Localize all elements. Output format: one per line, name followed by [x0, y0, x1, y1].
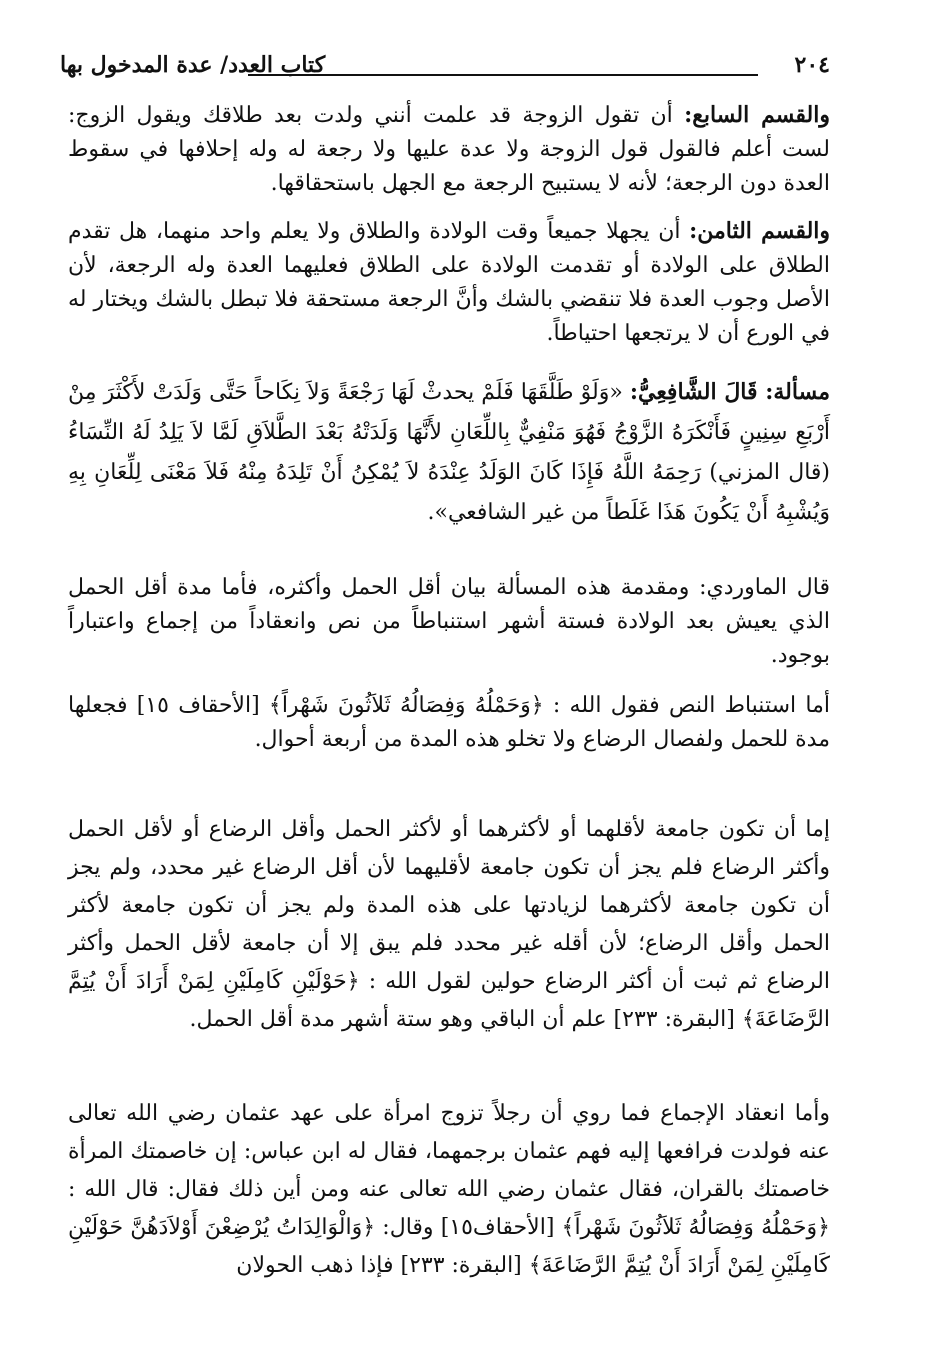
paragraph-consensus — [68, 1094, 830, 1285]
paragraph-section-eight — [68, 214, 830, 351]
paragraph-text: أن تقول الزوجة قد علمت أنني ولدت بعد طلاقك ويقول الزوج: لست أعلم فالقول قول الزوجة ولا عدة عليها ولا رجعة له وله إحلافها في سقوط العدة دون الرجعة؛ لأنه لا يستبيح الرجعة مع الجهل باستحقاقها. — [68, 103, 830, 196]
paragraph-lead: مسألة: قَالَ الشَّافِعِيُّ: — [629, 379, 830, 405]
paragraph-four-cases — [68, 810, 830, 1039]
paragraph-issue-shafii — [68, 372, 830, 533]
paragraph-section-seven — [68, 98, 830, 201]
page-number: ٢٠٤ — [794, 52, 830, 78]
paragraph-text: إما أن تكون جامعة لأقلهما أو لأكثرهما أو لأكثر الحمل وأقل الرضاع أو لأقل الحمل وأكثر الرضاع فلم يجز أن تكون جامعة لأقليهما لأن أقل الرضاع غير محدد، ولم يجز أن تكون جامعة لأكثرهما لزيادتها على هذه المدة ولم يجز أن تكون جامعة لأكثر الحمل وأقل الرضاع؛ لأن أقله غير محدد فلم يبق إلا أن جامعة لأقل الحمل وأكثر الرضاع ثم ثبت أن أكثر الرضاع حولين لقول الله : ﴿حَوْلَيْنِ كَامِلَيْنِ لِمَنْ أَرَادَ أَنْ يُتِمَّ الرَّضَاعَةَ﴾ [البقرة: ٢٣٣] علم أن الباقي وهو ستة أشهر مدة أقل الحمل. — [68, 817, 830, 1032]
page-header — [60, 52, 830, 88]
paragraph-text: وأما انعقاد الإجماع فما روي أن رجلاً تزوج امرأة على عهد عثمان رضي الله تعالى عنه فولدت فرافعها إليه فهم عثمان برجمهما، فقال له ابن عباس: إن خاصمتك المرأة خاصمتك بالقران، فقال عثمان رضي الله تعالى عنه ومن أين ذلك فقال: قال الله : ﴿وَحَمْلُهُ وَفِصَالُهُ ثَلاَثُونَ شَهْراً﴾ [الأحقاف١٥] وقال: ﴿وَالْوَالِدَاتُ يُرْضِعْنَ أَوْلاَدَهُنَّ حَوْلَيْنِ كَامِلَيْنِ لِمَنْ أَرَادَ أَنْ يُتِمَّ الرَّضَاعَةَ﴾ [البقرة: ٢٣٣] فإذا ذهب الحولان — [68, 1101, 830, 1278]
paragraph-text: «وَلَوْ طَلَّقَهَا فَلَمْ يحدثْ لَهَا رَجْعَةً وَلاَ نِكَاحاً حَتَّى وَلَدَتْ لأَكْثَرَ مِنْ أَرْبَعِ سِنِينٍ فَأَنْكَرَهُ الزَّوْجُ فَهُوَ مَنْفِيٌّ بِاللِّعَانِ لأَنَّهَا وَلَدَتْهُ بَعْدَ الطَّلاَقِ لَمَّا لاَ يَلِدُ لَهُ النِّسَاءُ (قال المزني) رَحِمَهُ اللَّهُ فَإِذَا كَانَ الوَلَدُ عِنْدَهُ لاَ يُمْكِنُ أَنْ تَلِدَهُ مِنْهُ فَلاَ مَعْنَى لِلِّعَانِ بِهِ وَيُشْبِهُ أَنْ يَكُونَ هَذَا غَلَطاً من غير الشافعي». — [68, 380, 830, 525]
paragraph-lead: والقسم السابع: — [684, 102, 830, 128]
paragraph-lead: والقسم الثامن: — [689, 218, 831, 244]
paragraph-text: أما استنباط النص فقول الله : ﴿وَحَمْلُهُ وَفِصَالُهُ ثَلاَثُونَ شَهْراً﴾ [الأحقاف ١٥] فجعلها مدة للحمل ولفصال الرضاع ولا تخلو هذه المدة من أربعة أحوال. — [68, 693, 830, 752]
running-title: كتاب العدد/ عدة المدخول بها — [60, 52, 326, 78]
paragraph-text: أن يجهلا جميعاً وقت الولادة والطلاق ولا يعلم واحد منهما، هل تقدم الطلاق على الولادة أو تقدمت الولادة على الطلاق فعليهما العدة وله الرجعة، لأن الأصل وجوب العدة فلا تنقضي بالشك وأنَّ الرجعة مستحقة فلا تبطل بالشك ويختار له في الورع أن لا يرتجعها احتياطاً. — [68, 219, 830, 346]
paragraph-mawardi — [68, 570, 830, 673]
paragraph-text: قال الماوردي: ومقدمة هذه المسألة بيان أقل الحمل وأكثره، فأما مدة أقل الحمل الذي يعيش بعد الولادة فستة أشهر استنباطاً من نص وانعقاداً من إجماع واعتباراً بوجود. — [68, 575, 830, 668]
paragraph-text-derivation — [68, 688, 830, 757]
